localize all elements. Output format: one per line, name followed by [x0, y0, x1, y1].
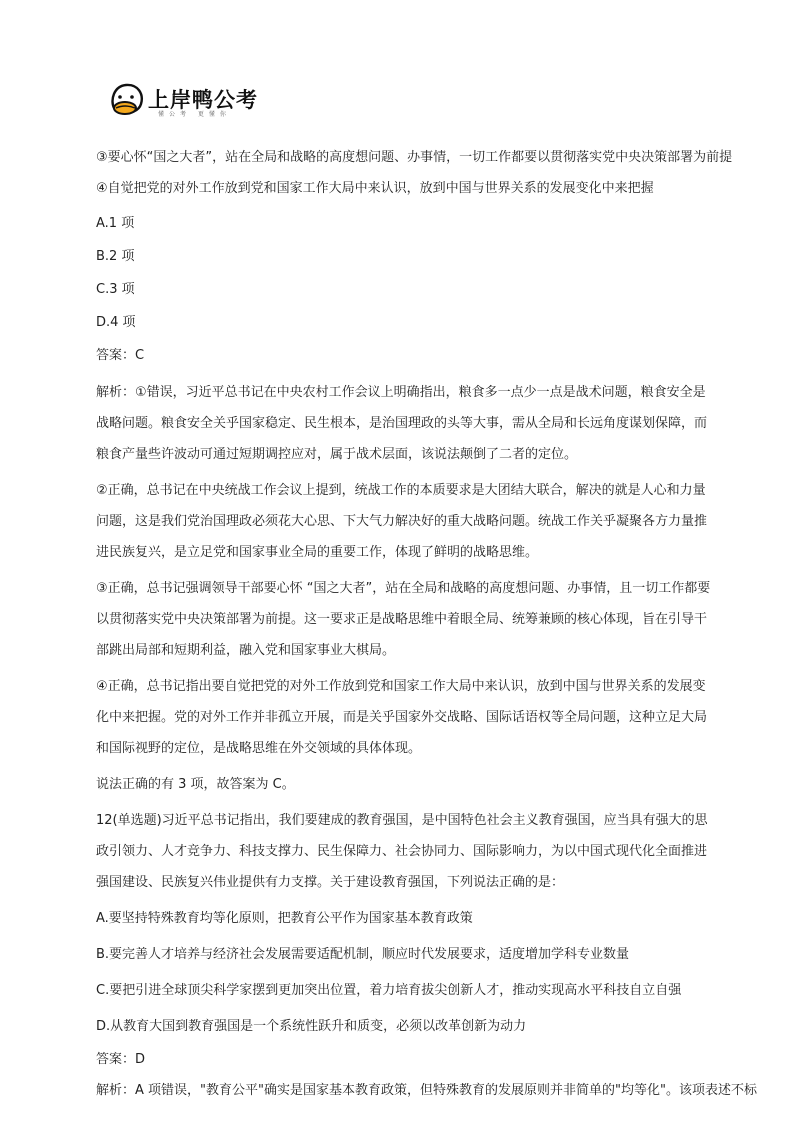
document-body	[96, 148, 757, 1101]
duck-icon	[108, 78, 148, 118]
q12-option-a: A.要坚持特殊教育均等化原则，把教育公平作为国家基本教育政策	[96, 911, 473, 926]
analysis-conclusion: 说法正确的有 3 项，故答案为 C。	[96, 777, 295, 792]
option-c: C.3 项	[96, 282, 135, 297]
question-12-stem: 12(单选题)习近平总书记指出，我们要建成的教育强国，是中国特色社会主义教育强国，应当具有强大的思政引领力、人才竞争力、科技支撑力、民生保障力、社会协同力、国际影响力，为以中国式现代化全面推进强国建设、民族复兴伟业提供有力支撑。关于建设教育强国，下列说法正确的是：	[96, 813, 708, 890]
q12-analysis: 解析：A 项错误，"教育公平"确实是国家基本教育政策，但特殊教育的发展原则并非简单的"均等化"。该项表述不标	[96, 1083, 757, 1098]
brand-logo	[108, 78, 258, 118]
brand-slogan: 懂公考 更懂你	[158, 111, 231, 118]
q12-option-c: C.要把引进全球顶尖科学家摆到更加突出位置，着力培育拔尖创新人才，推动实现高水平科技自立自强	[96, 983, 682, 998]
brand-name: 上岸鸭公考	[148, 88, 258, 112]
answer: 答案：C	[96, 348, 145, 363]
option-b: B.2 项	[96, 249, 135, 264]
analysis-paragraph: ③正确，总书记强调领导干部要心怀 “国之大者”，站在全局和战略的高度想问题、办事情，且一切工作都要以贯彻落实党中央决策部署为前提。这一要求正是战略思维中着眼全局、统筹兼顾的核心体现，旨在引导干部跳出局部和短期利益，融入党和国家事业大棋局。	[96, 581, 711, 658]
q12-answer: 答案：D	[96, 1052, 146, 1067]
analysis-paragraph: ②正确，总书记在中央统战工作会议上提到，统战工作的本质要求是大团结大联合，解决的就是人心和力量问题，这是我们党治国理政必须花大心思、下大气力解决好的重大战略问题。统战工作关乎凝聚各方力量推进民族复兴，是立足党和国家事业全局的重要工作，体现了鲜明的战略思维。	[96, 483, 708, 560]
analysis-paragraph: 解析：①错误，习近平总书记在中央农村工作会议上明确指出，粮食多一点少一点是战术问题，粮食安全是战略问题。粮食安全关乎国家稳定、民生根本，是治国理政的头等大事，需从全局和长远角度谋划保障，而粮食产量些许波动可通过短期调控应对，属于战术层面，该说法颠倒了二者的定位。	[96, 385, 708, 462]
option-a: A.1 项	[96, 216, 135, 231]
statement-4: ④自觉把党的对外工作放到党和国家工作大局中来认识，放到中国与世界关系的发展变化中来把握	[96, 181, 654, 196]
statement-3: ③要心怀“国之大者”，站在全局和战略的高度想问题、办事情，一切工作都要以贯彻落实党中央决策部署为前提	[96, 150, 733, 165]
analysis-paragraph: ④正确，总书记指出要自觉把党的对外工作放到党和国家工作大局中来认识，放到中国与世界关系的发展变化中来把握。党的对外工作并非孤立开展，而是关乎国家外交战略、国际话语权等全局问题，这种立足大局和国际视野的定位，是战略思维在外交领域的具体体现。	[96, 679, 708, 756]
q12-option-b: B.要完善人才培养与经济社会发展需要适配机制，顺应时代发展要求，适度增加学科专业数量	[96, 947, 630, 962]
option-d: D.4 项	[96, 315, 136, 330]
q12-option-d: D.从教育大国到教育强国是一个系统性跃升和质变，必须以改革创新为动力	[96, 1019, 527, 1034]
